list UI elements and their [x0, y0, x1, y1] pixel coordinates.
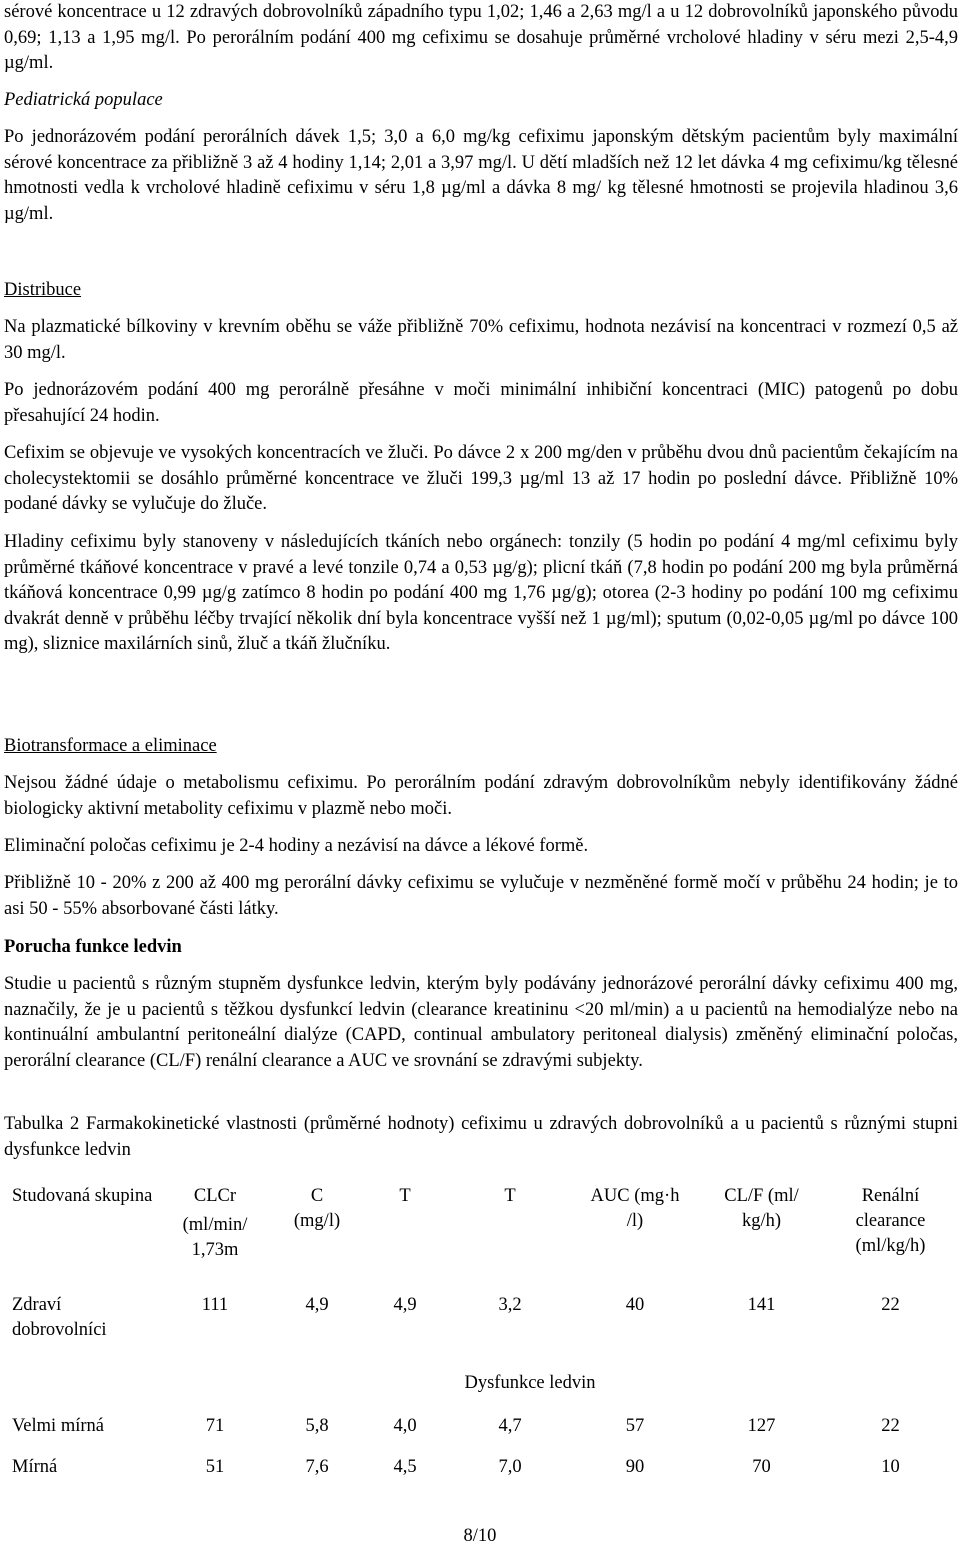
table-header-row [4, 1184, 958, 1263]
biotransformation-paragraph-3: Přibližně 10 - 20% z 200 až 400 mg perorální dávky cefiximu se vylučuje v nezměněné formě močí v průběhu 24 hodin; je to asi 50 - 55% absorbované části látky. [4, 873, 958, 919]
cell-auc: 40 [625, 1295, 645, 1315]
subheading-spacer-right [700, 1343, 958, 1398]
table-subheading-row [4, 1343, 958, 1398]
header-renal-line2: clearance [855, 1211, 926, 1231]
cell-clcr: 111 [201, 1295, 229, 1315]
distribution-heading: Distribuce [4, 280, 82, 300]
pk-table [4, 1184, 958, 1480]
biotransformation-heading: Biotransformace a eliminace [4, 736, 217, 756]
header-renal-line3: (ml/kg/h) [855, 1236, 926, 1256]
subheading-spacer [4, 1343, 360, 1398]
table-row [4, 1293, 958, 1343]
header-clf-line2: kg/h) [741, 1211, 782, 1231]
header-t1: T [399, 1186, 411, 1206]
cell-c: 4,9 [305, 1295, 329, 1315]
header-c [274, 1184, 360, 1263]
header-t2: T [504, 1186, 516, 1206]
cell-t1: 4,5 [393, 1457, 417, 1477]
pediatric-paragraph: Po jednorázovém podání perorálních dávek 1,5; 3,0 a 6,0 mg/kg cefiximu japonským dětským pacientům byly maximální sérové koncentrace za přibližně 3 až 4 hodiny 1,14; 2,01 a 3,97 mg/l. U dětí mladších než 12 let dávka 4 mg cefiximu/kg tělesné hmotnosti vedla k vrcholové hladině cefiximu v séru 1,8 µg/ml a dávka 8 mg/ kg tělesné hmotnosti se projevila hladinou 3,6 µg/ml. [4, 127, 958, 224]
cell-group: Mírná [12, 1457, 58, 1477]
header-clcr-line2: (ml/min/ [182, 1215, 248, 1235]
biotransformation-paragraph-1: Nejsou žádné údaje o metabolismu cefiximu. Po perorálním podání zdravým dobrovolníkům nebyly identifikovány žádné biologicky aktivní metabolity cefiximu v plazmě nebo moči. [4, 773, 958, 819]
cell-renal: 10 [881, 1457, 900, 1477]
distribution-paragraph-3: Cefixim se objevuje ve vysokých koncentracích ve žluči. Po dávce 2 x 200 mg/den v průběhu dvou dnů pacientům čekajícím na cholecystektomii se dosáhlo průměrné koncentrace ve žluči 199,3 µg/ml 13 až 17 hodin po poslední dávce. Přibližně 10% podané dávky se vylučuje do žluče. [4, 443, 958, 514]
header-renal-line1: Renální [861, 1186, 920, 1206]
table-subheading: Dysfunkce ledvin [464, 1373, 596, 1393]
cell-auc: 57 [625, 1416, 645, 1436]
cell-t1: 4,9 [393, 1295, 417, 1315]
renal-heading: Porucha funkce ledvin [4, 937, 182, 957]
cell-clf: 70 [752, 1457, 771, 1477]
cell-group: Zdraví dobrovolníci [12, 1295, 107, 1340]
header-renal [823, 1184, 958, 1263]
header-clf [700, 1184, 823, 1263]
pediatric-heading: Pediatrická populace [4, 90, 163, 110]
header-auc [570, 1184, 700, 1263]
cell-c: 5,8 [305, 1416, 329, 1436]
header-clcr [156, 1184, 274, 1263]
header-auc-line2: /l) [626, 1211, 644, 1231]
table-row [4, 1414, 958, 1439]
cell-clcr: 51 [205, 1457, 225, 1477]
table-spacer [4, 1439, 958, 1455]
biotransformation-paragraph-2: Eliminační poločas cefiximu je 2-4 hodiny a nezávisí na dávce a lékové formě. [4, 836, 589, 856]
table-caption: Tabulka 2 Farmakokinetické vlastnosti (průměrné hodnoty) cefiximu u zdravých dobrovolníků a u pacientů s různými stupni dysfunkce ledvin [4, 1114, 958, 1160]
distribution-paragraph-2: Po jednorázovém podání 400 mg perorálně přesáhne v moči minimální inhibiční koncentraci (MIC) patogenů po dobu přesahující 24 hodin. [4, 380, 958, 426]
cell-renal: 22 [881, 1416, 900, 1436]
intro-paragraph: sérové koncentrace u 12 zdravých dobrovolníků západního typu 1,02; 1,46 a 2,63 mg/l a u 12 dobrovolníků japonského původu 0,69; 1,13 a 1,95 mg/l. Po perorálním podání 400 mg cefiximu se dosahuje průměrné vrcholové hladiny v séru mezi 2,5-4,9 µg/ml. [4, 2, 958, 73]
cell-auc: 90 [625, 1457, 645, 1477]
page-number: 8/10 [463, 1526, 497, 1546]
cell-t1: 4,0 [393, 1416, 417, 1436]
table-spacer [4, 1263, 958, 1293]
cell-clf: 127 [747, 1416, 776, 1436]
cell-clcr: 71 [205, 1416, 225, 1436]
header-clf-line1: CL/F (ml/ [724, 1186, 799, 1206]
cell-t2: 3,2 [498, 1295, 522, 1315]
header-c-line2: (mg/l) [293, 1211, 341, 1231]
cell-renal: 22 [881, 1295, 900, 1315]
cell-group: Velmi mírná [12, 1416, 104, 1436]
renal-paragraph: Studie u pacientů s různým stupněm dysfunkce ledvin, kterým byly podávány jednorázové perorální dávky cefiximu 400 mg, naznačily, že je u pacientů s těžkou dysfunkcí ledvin (clearance kreatininu <20 ml/min) a u pacientů na hemodialýze nebo na kontinuální ambulantní peritoneální dialýze (CAPD, continual ambulatory peritoneal dialysis) změněný eliminační poločas, perorální clearance (CL/F) renální clearance a AUC ve srovnání se zdravými subjekty. [4, 974, 958, 1071]
header-clcr-line1: CLCr [193, 1186, 237, 1206]
header-c-line1: C [310, 1186, 324, 1206]
cell-t2: 4,7 [498, 1416, 522, 1436]
cell-c: 7,6 [305, 1457, 329, 1477]
cell-clf: 141 [747, 1295, 776, 1315]
table-spacer [4, 1398, 958, 1414]
cell-t2: 7,0 [498, 1457, 522, 1477]
table-row [4, 1455, 958, 1480]
distribution-paragraph-1: Na plazmatické bílkoviny v krevním oběhu se váže přibližně 70% cefiximu, hodnota nezávisí na koncentraci v rozmezí 0,5 až 30 mg/l. [4, 317, 958, 363]
distribution-paragraph-4: Hladiny cefiximu byly stanoveny v následujících tkáních nebo orgánech: tonzily (5 hodin po podání 4 mg/ml cefiximu byly průměrné tkáňové koncentrace v pravé a levé tonzile 0,74 a 0,53 µg/g); plicní tkáň (7,8 hodin po podání 200 mg byla průměrná tkáňová koncentrace 0,99 µg/g zatímco 8 hodin po podání 400 mg 1,76 µg/g); otorea (2-3 hodiny po podání 100 mg cefiximu dvakrát denně v průběhu léčby trvající několik dní byla koncentrace vyšší než 1 µg/ml); sputum (0,02-0,05 µg/ml po dávce 100 mg), sliznice maxilárních sinů, žluč a tkáň žlučníku. [4, 532, 958, 654]
header-auc-line1: AUC (mg·h [590, 1186, 680, 1206]
header-group: Studovaná skupina [12, 1186, 153, 1206]
header-clcr-line3: 1,73m [191, 1240, 239, 1260]
